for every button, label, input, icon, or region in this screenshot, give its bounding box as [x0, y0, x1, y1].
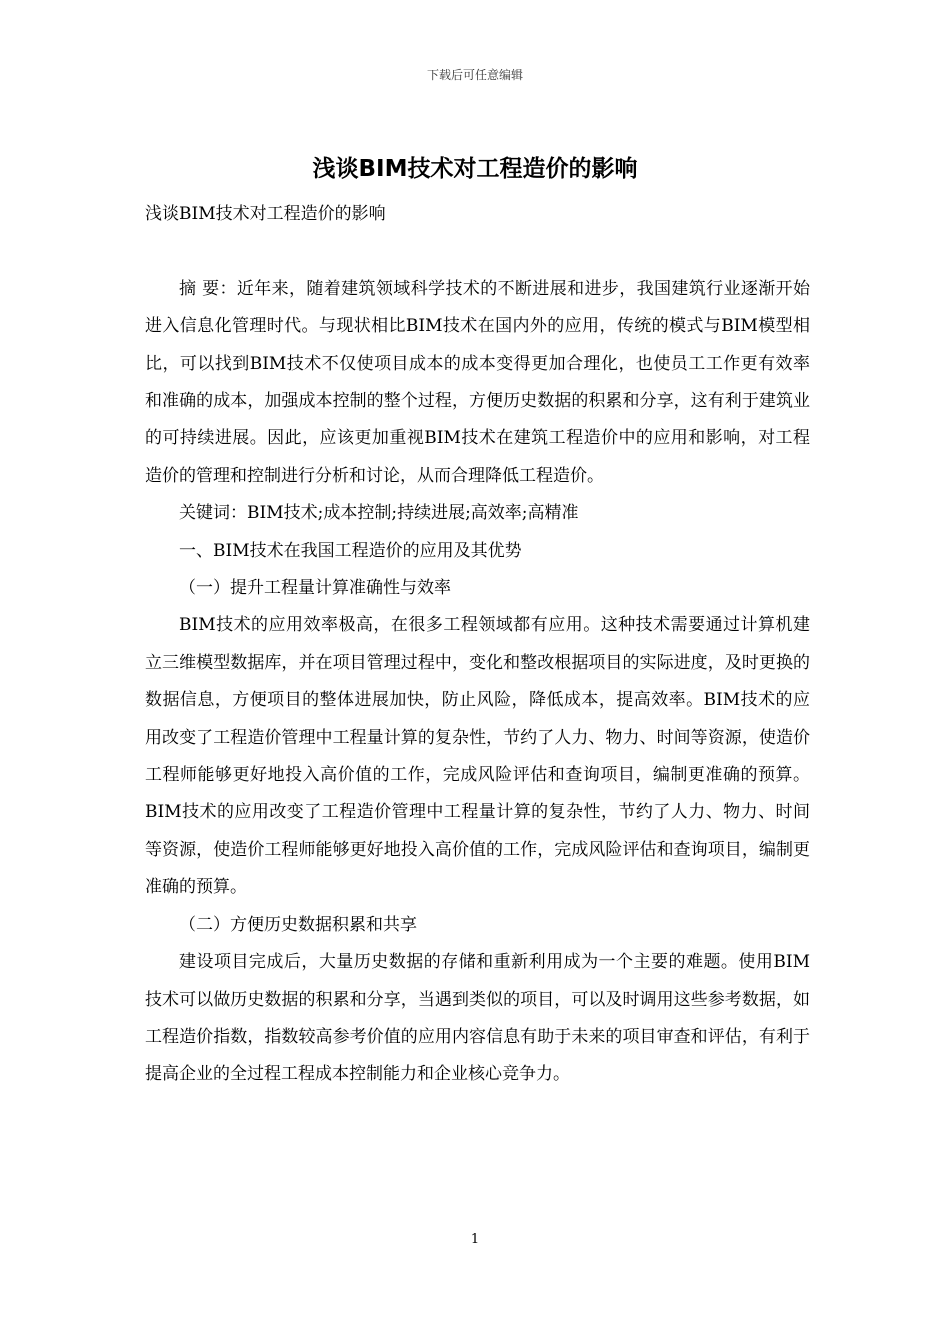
document-title: 浅谈BIM技术对工程造价的影响	[312, 156, 638, 182]
body-paragraph: 建设项目完成后，大量历史数据的存储和重新利用成为一个主要的难题。使用BIM技术可以做历史数据的积累和分享，当遇到类似的项目，可以及时调用这些参考数据，如工程造价指数，指数较高参考价值的应用内容信息有助于未来的项目审查和评估，有利于提高企业的全过程工程成本控制能力和企业核心竞争力。	[145, 952, 810, 1085]
subsection-heading: （一）提升工程量计算准确性与效率	[179, 578, 451, 599]
page-header: 下载后可任意编辑	[426, 68, 523, 82]
page-number: 1	[470, 1232, 480, 1247]
body-paragraph: BIM技术的应用效率极高，在很多工程领域都有应用。这种技术需要通过计算机建立三维模型数据库，并在项目管理过程中，变化和整改根据项目的实际进度，及时更换的数据信息，方便项目的整体进展加快，防止风险，降低成本，提高效率。BIM技术的应用改变了工程造价管理中工程量计算的复杂性，节约了人力、物力、时间等资源，使造价工程师能够更好地投入高价值的工作，完成风险评估和查询项目，编制更准确的预算。BIM技术的应用改变了工程造价管理中工程量计算的复杂性，节约了人力、物力、时间等资源，使造价工程师能够更好地投入高价值的工作，完成风险评估和查询项目，编制更准确的预算。	[145, 615, 810, 898]
abstract-paragraph: 摘 要：近年来，随着建筑领域科学技术的不断进展和进步，我国建筑行业逐渐开始进入信息化管理时代。与现状相比BIM技术在国内外的应用，传统的模式与BIM模型相比，可以找到BIM技术不仅使项目成本的成本变得更加合理化，也使员工工作更有效率和准确的成本，加强成本控制的整个过程，方便历史数据的积累和分享，这有利于建筑业的可持续进展。因此，应该更加重视BIM技术在建筑工程造价中的应用和影响，对工程造价的管理和控制进行分析和讨论，从而合理降低工程造价。	[145, 278, 810, 486]
section-heading: 一、BIM技术在我国工程造价的应用及其优势	[179, 540, 522, 561]
keywords-line: 关键词：BIM技术;成本控制;持续进展;高效率;高精准	[179, 503, 579, 524]
subsection-heading: （二）方便历史数据积累和共享	[179, 914, 417, 935]
document-subtitle: 浅谈BIM技术对工程造价的影响	[145, 204, 386, 224]
document-body	[145, 196, 810, 1094]
